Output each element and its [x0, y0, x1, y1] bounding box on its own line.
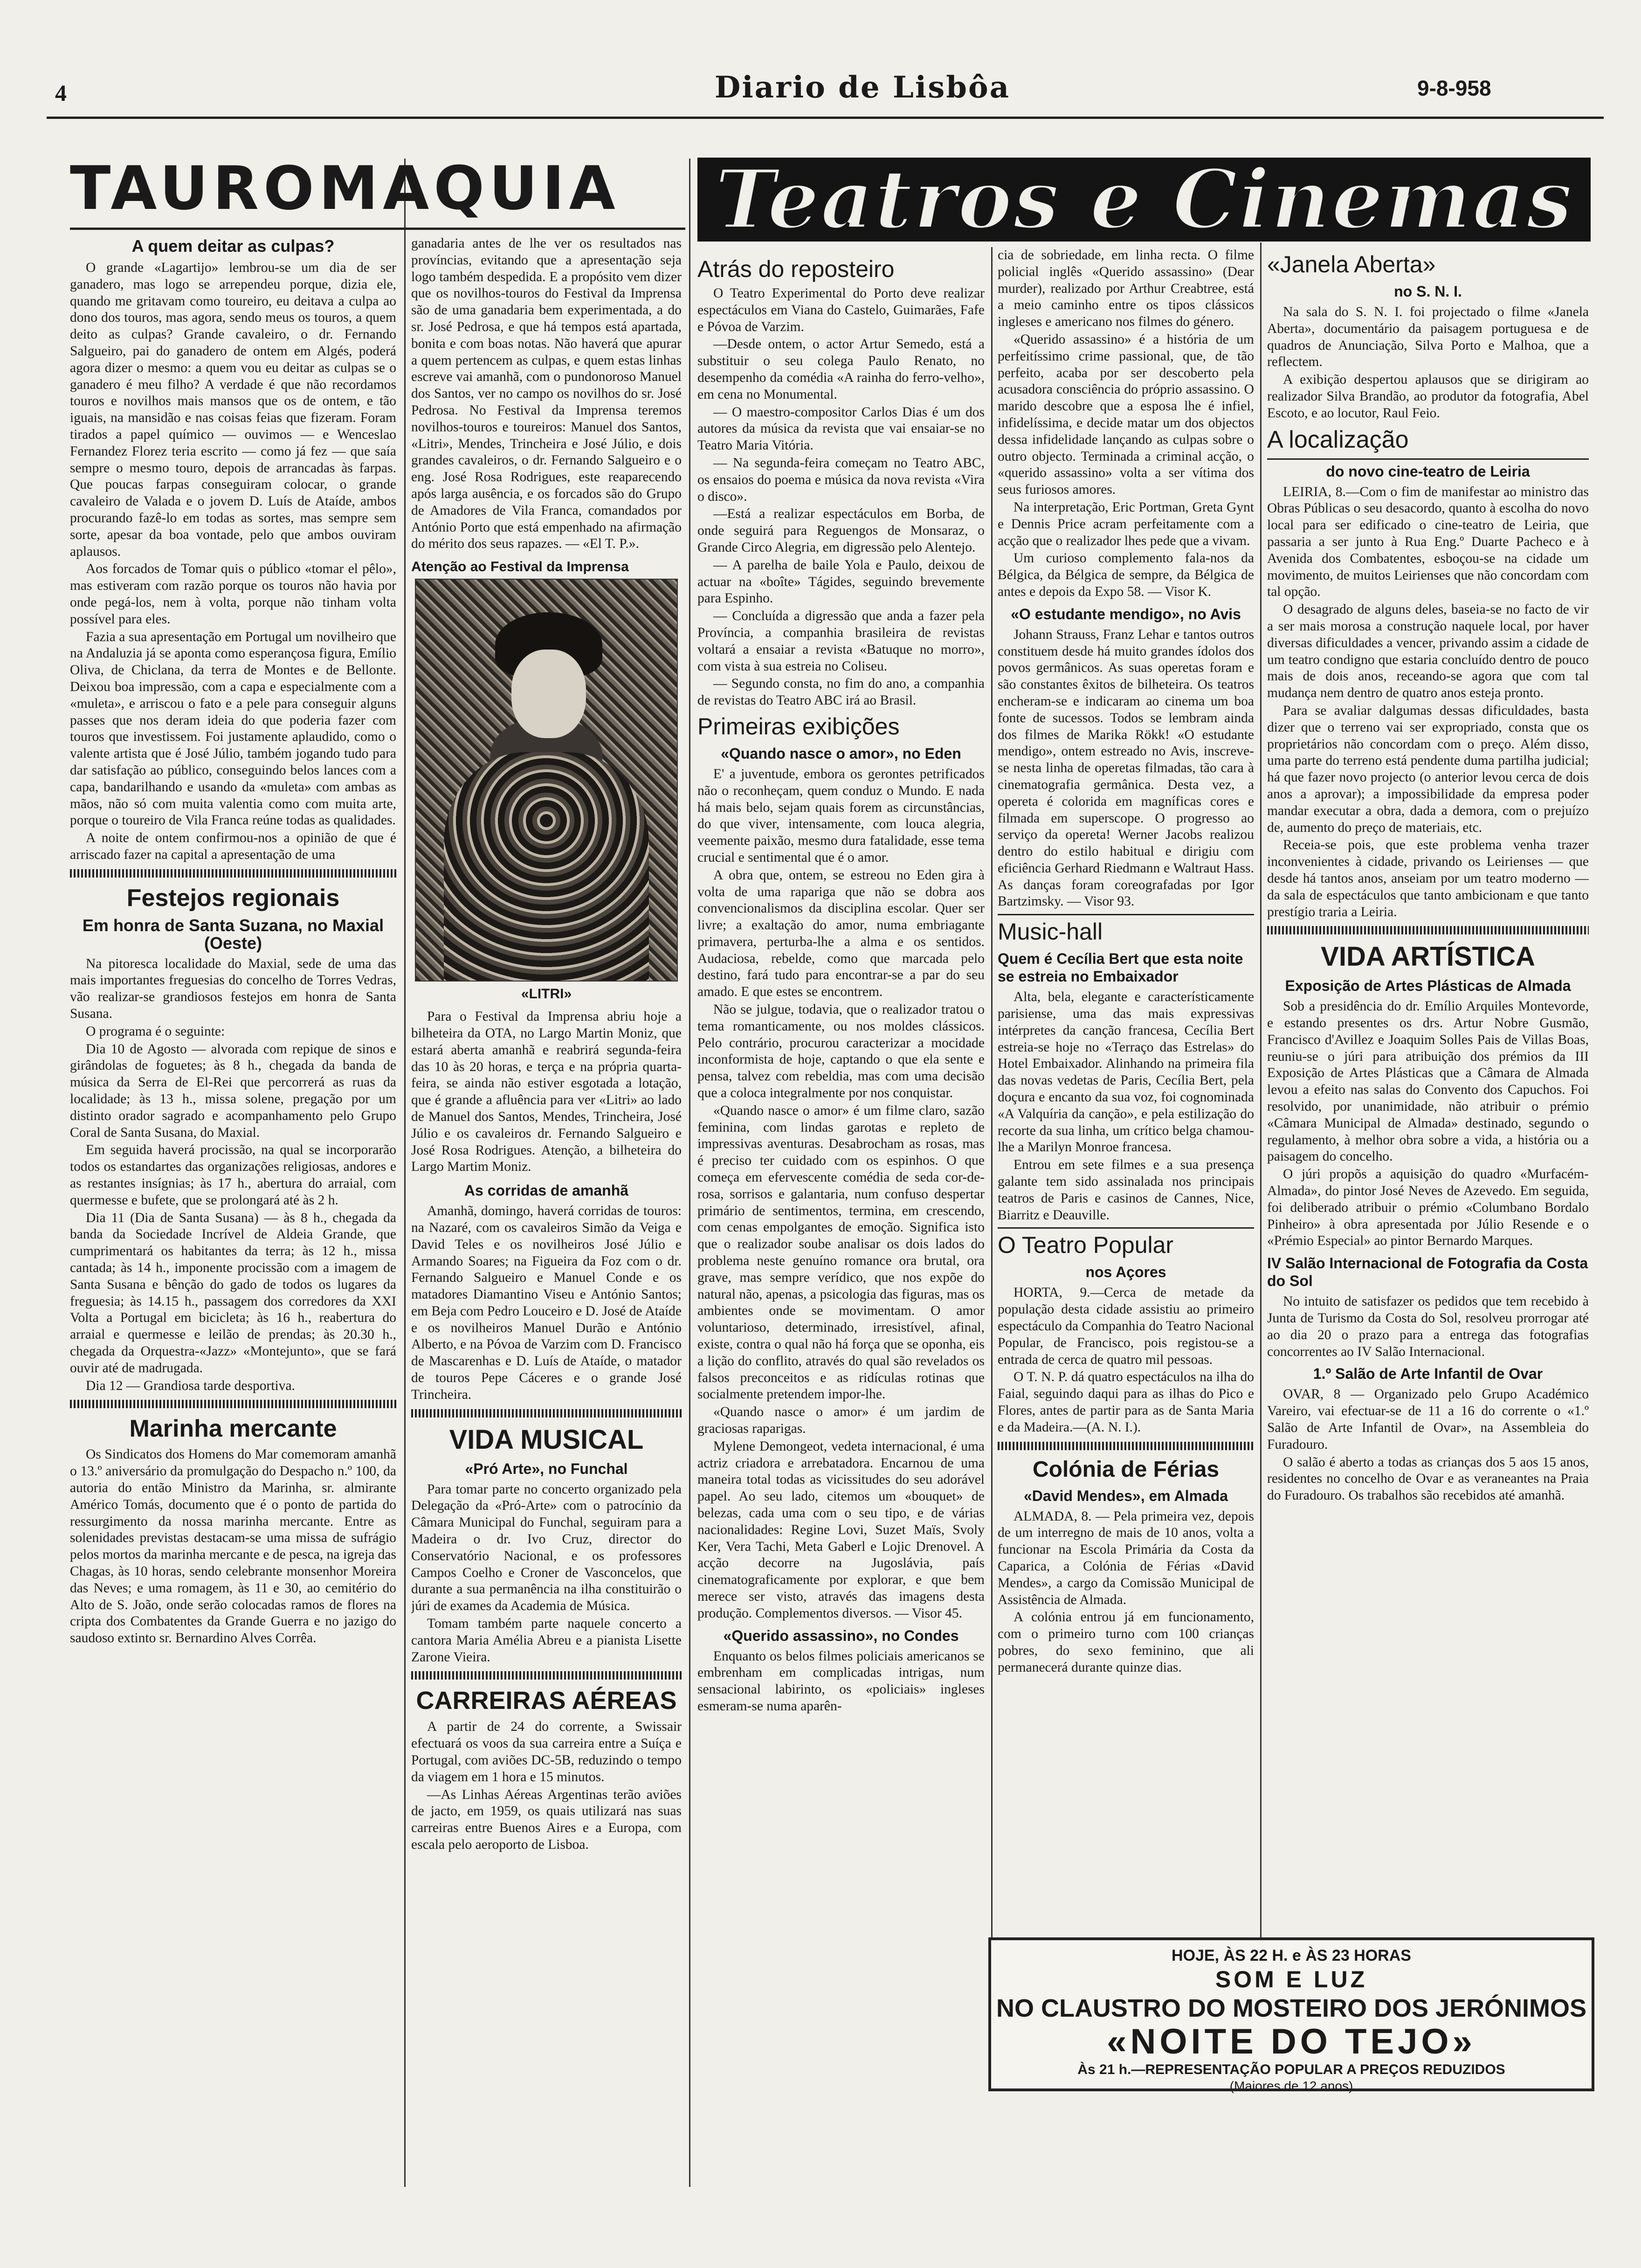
column-rule [1260, 242, 1262, 2075]
article-paragraph: O júri propõs a aquisição do quadro «Murfacém-Almada», do pintor José Neves de Azevedo. Em seguida, foi deliberado atribuir o prémio «Columbano Bordalo Pinheiro» à obra apresentada por Júlio Resende e o «Prémio Especial» ao pintor Bernardo Marques. [1267, 1167, 1589, 1249]
article-paragraph: A exibição despertou aplausos que se dirigiram ao realizador Silva Brandão, ao produtor da fotografia, Abel Escoto, e ao locutor, Raul Feio. [1267, 372, 1589, 421]
article-paragraph: Não se julgue, todavia, que o realizador tratou o tema romanticamente, ou nos moldes clássicos. Pelo contrário, procurou caracterizar a mocidade inconformista de hoje, captando o que ela sente e pensa, talvez com rebeldia, mas com uma decisão que a coloca integralmente por nos conquistar. [697, 1002, 985, 1101]
article-headline: Festejos regionais [126, 884, 340, 912]
photo-jacket [444, 752, 649, 981]
ad-show-name: «NOITE DO TEJO» [1107, 2022, 1476, 2061]
article-paragraph: «Quando nasce o amor» é um filme claro, sazão feminina, com lindas garotas e repleto de impressivas aventuras. Desabrocham as rosas, mas é preciso ter cuidado com os espinhos. O que começa em efervescente comédia de seda cor-de-rosa, sorrisos e galantaria, num confuso despertar primário de sentimentos, termina, em crescendo, com cenas empolgantes de emoção. Significa isto que o realizador soube analisar os dois lados do problema neste genuíno romance ora brutal, ora grave, mas sempre verídico, que nos expõe do natural não, apenas, a psicologia das figuras, mas os ambientes onde se movimentam. O amor voluntarioso, determinado, irresistível, afinal, existe, contra o qual não há força que se oponha, eis a lição do conflito, através do qual são revelados os falsos preconceitos e as ridículas rotinas que socialmente pretendem impor-lhe. [697, 1103, 985, 1402]
article-paragraph: — Concluída a digressão que anda a fazer pela Província, a companhia brasileira de revistas voltará a ensaiar a revista «Batuque no morro», com vista à sua estreia no Coliseu. [697, 608, 985, 674]
article-paragraph: ALMADA, 8. — Pela primeira vez, depois de um interregno de mais de 10 anos, volta a funcionar na Escola Primária da Costa da Caparica, a Colónia de Férias «David Mendes», a cargo da Comissão Municipal de Assistência de Almada. [998, 1508, 1254, 1607]
article-paragraph: Receia-se pois, que este problema venha trazer inconvenientes à cidade, privando os Leirienses — que desde há tantos anos, anseiam por um teatro moderno — da sala de espectáculos que tanto ambicionam e que tanto prestígio traria a Leiria. [1267, 837, 1589, 920]
section-divider [998, 1442, 1254, 1450]
article-paragraph: HORTA, 9.—Cerca de metade da população desta cidade assistiu ao primeiro espectáculo da Companhia do Teatro Nacional Popular, de Francisco, pois registou-se a entrada de cerca de quatro mil pessoas. [998, 1285, 1254, 1367]
article-headline: O Teatro Popular [998, 1227, 1254, 1258]
page-number: 4 [55, 80, 67, 106]
photo-caption: «LITRI» [521, 986, 572, 1002]
article-paragraph: Dia 11 (Dia de Santa Susana) — às 8 h., chegada da banda da Sociedade Incrível de Aldeia Grande, que cumprimentará os habitantes da terra; às 12 h., missa cantada; às 14 h., imponente procissão com a imagem de Santa Susana e bênção do gado de todos os lugares da freguesia; às 14.15 h., passagem dos corredores da XXI Volta a Portugal em bicicleta; às 16 h., reabertura do arraial e quermesse e leilão de prendas; às 20.30 h., chegada da Orquestra-«Jazz» «Montejunto», que se fará ouvir até de madrugada. [70, 1210, 396, 1376]
article-headline: Primeiras exibições [697, 713, 900, 740]
article-paragraph: Enquanto os belos filmes policiais americanos se embrenham em complicadas intrigas, num sensacional labirinto, os «policiais» ingleses esmeram-se numa aparên- [697, 1648, 985, 1714]
article-paragraph: Na sala do S. N. I. foi projectado o filme «Janela Aberta», documentário da paisagem portuguesa e de quadros de Anunciação, Silva Porto e Malhoa, que a reflectem. [1267, 304, 1589, 370]
article-paragraph: Em seguida haverá procissão, na qual se incorporarão todos os estandartes das organizações religiosas, andores e as restantes insígnias; às 17 h., abertura do arraial, com quermesse e bufete, que se prolongará até às 2 h. [70, 1142, 396, 1208]
article-subheadline: Quem é Cecília Bert que esta noite se estreia no Embaixador [998, 950, 1243, 985]
article-paragraph: A obra que, ontem, se estreou no Eden gira à volta de uma rapariga que não se dobra aos convencionalismos da disciplina escolar. Quer ser livre; a exaltação do amor, numa embriagante primavera, perturba-lhe a alma e os sentidos. Audaciosa, rebelde, como que marcada pelo destino, fará tudo para encontrar-se a par do seu amado. E que estes se encontrem. [697, 867, 985, 1000]
litri-photo [415, 579, 678, 982]
article-headline: VIDA ARTÍSTICA [1321, 941, 1535, 972]
article-subheadline: «Querido assassino», no Condes [723, 1627, 959, 1644]
article-paragraph: Dia 10 de Agosto — alvorada com repique de sinos e girândolas de foguetes; às 8 h., chegada da banda de música da Serra de El-Rei que percorrerá as ruas da localidade; às 13 h., missa solene, pregação por um distinto orador sagrado e acompanhamento pelo Grupo Coral de Santa Susana, do Maxial. [70, 1041, 396, 1140]
som-e-luz-advertisement [988, 1937, 1594, 2091]
tauromaquia-section-title: TAUROMAQUIA [70, 154, 620, 223]
column-rule [991, 247, 993, 2080]
article-paragraph: O programa é o seguinte: [86, 1023, 225, 1039]
column-5 [1267, 247, 1589, 1926]
column-rule [404, 159, 406, 2187]
article-subheadline: 1.º Salão de Arte Infantil de Ovar [1313, 1365, 1543, 1383]
article-subheadline: Exposição de Artes Plásticas de Almada [1285, 977, 1571, 995]
article-paragraph: Aos forcados de Tomar quis o público «tomar el pêlo», mas estiveram com razão porque os touros não havia por onde pegá-los, nem à volta, porque não tinham volta possível para eles. [70, 561, 396, 627]
article-paragraph: No intuito de satisfazer os pedidos que tem recebido à Junta de Turismo da Costa do Sol, resolveu prorrogar até ao dia 20 o prazo para a entrega das fotografias concorrentes ao IV Salão Internacional. [1267, 1294, 1589, 1359]
article-subheadline: no S. N. I. [1394, 283, 1462, 300]
article-paragraph: O desagrado de alguns deles, baseia-se no facto de vir a ser mais morosa a construção naquele local, por haver diversas dificuldades a vencer, privando assim a cidade de um teatro condigno que estaria concluído dentro de pouco mais de dois anos, receando-se agora que com tal mudança nem dentro de quatro anos esteja pronto. [1267, 602, 1589, 701]
article-paragraph: Na pitoresca localidade do Maxial, sede de uma das mais importantes freguesias do concelho de Torres Vedras, vão realizar-se grandiosos festejos em honra de Santa Susana. [70, 956, 396, 1022]
ad-venue: NO CLAUSTRO DO MOSTEIRO DOS JERÓNIMOS [996, 1994, 1587, 2022]
article-paragraph: ganadaria antes de lhe ver os resultados nas províncias, evitando que a apresentação seja logo também despedida. E a propósito vem dizer que os novilhos-touros do Festival da Imprensa são de uma ganadaria bem experimentada, a do sr. José Pedrosa, e que há tempos está apartada, bonita e com boas notas. Não haverá que apurar a quem pertencem as culpas, e quem estas linhas escreve vai amanhã, com o pundonoroso Manuel dos Santos, ver no campo os novilhos do sr. José Pedrosa. No Festival da Imprensa teremos novilhos-touros e toureiros: Manuel dos Santos, «Litri», Mendes, Trincheira e José Júlio, e dois grandes cavaleiros, o dr. Fernando Salgueiro e o eng. José Rosa Rodrigues, este reaparecendo após larga ausência, e os forcados são do Grupo de Amadores de Vila Franca, comandados por António Porto que está empenhado na afirmação do mérito dos seus rapazes. — «El T. P.». [411, 236, 682, 552]
header-rule [47, 117, 1604, 119]
page-date: 9-8-958 [1417, 76, 1491, 100]
article-paragraph: Sob a presidência do dr. Emílio Arquiles Montevorde, e estando presentes os drs. Artur Nobre Gusmão, Francisco d'Avillez e Joaquim Solles Pais de Villas Boas, reuniu-se o júri para atribuição dos prémios da III Exposição de Artes Plásticas que a Câmara de Almada levou a efeito nas salas do Convento dos Capuchos. Foi resolvido, por unanimidade, não atribuir o prémio «Câmara Municipal de Almada» destinado, segundo o regulamento, à melhor obra sobre a vida, a história ou a paisagem do concelho. [1267, 999, 1589, 1164]
article-paragraph: Um curioso complemento fala-nos da Bélgica, da Bélgica de sempre, da Bélgica de antes e depois da Expo 58. — Visor K. [998, 551, 1254, 599]
article-subheadline: nos Açores [1085, 1264, 1166, 1281]
newspaper-masthead: Diario de Lisbôa [714, 70, 1011, 105]
article-paragraph: Mylene Demongeot, vedeta internacional, é uma actriz criadora e arrebatadora. Encarnou de uma maneira total todas as vicissitudes do seu adorável papel. Ao seu lado, citemos um «bouquet» de belezas, cada uma com o seu tipo, e de várias nacionalidades: Regine Lovi, Suzet Maïs, Svoly Ker, Vera Tachi, Meta Gaberl e Lojic Drenovel. A acção decorre na Jugoslávia, país cinematograficamente por explorar, e que bem merece ser visto, através das imagens desta produção. Complementos diversos. — Visor 45. [697, 1438, 985, 1621]
article-paragraph: — O maestro-compositor Carlos Dias é um dos autores da música da revista que vai ensaiar-se no Teatro Maria Vitória. [697, 404, 985, 453]
article-subheadline: «David Mendes», em Almada [1023, 1487, 1228, 1504]
article-paragraph: cia de sobriedade, em linha recta. O filme policial inglês «Querido assassino» (Dear murder), realizado por Arthur Creabtree, está a meio caminho entre os tipos clássicos ingleses e americano nos filmes do género. [998, 248, 1254, 330]
photo-face [511, 650, 586, 738]
article-paragraph: Tomam também parte naquele concerto a cantora Maria Amélia Abreu e a pianista Lisette Zarone Vieira. [411, 1616, 682, 1665]
article-paragraph: — Segundo consta, no fim do ano, a companhia de revistas do Teatro ABC irá ao Brasil. [697, 676, 985, 708]
article-paragraph: Dia 12 — Grandiosa tarde desportiva. [86, 1378, 295, 1393]
article-headline: As corridas de amanhã [464, 1182, 629, 1199]
article-paragraph: —Desde ontem, o actor Artur Semedo, está a substituir o seu colega Paulo Renato, no desempenho da comédia «A rainha do ferro-velho», em cena no Monumental. [697, 337, 985, 402]
article-paragraph: Amanhã, domingo, haverá corridas de touros: na Nazaré, com os cavaleiros Simão da Veiga e David Teles e os novilheiros José Júlio e Armando Soares; na Figueira da Foz com o dr. Fernando Salgueiro e Manuel Conde e os matadores Diamantino Viseu e António Santos; em Beja com Pedro Louceiro e D. José de Ataíde e os novilheiros Manuel Durão e António Alberto, e na Póvoa de Varzim com D. Francisco de Mascarenhas e D. Luís de Ataíde, o matador de touros Pepe Cáceres e o grande José Trincheira. [411, 1203, 682, 1402]
article-subheadline: «O estudante mendigo», no Avis [1011, 605, 1241, 622]
ad-title: SOM E LUZ [1215, 1966, 1368, 1992]
article-headline: A quem deitar as culpas? [131, 236, 335, 256]
title-rule [70, 228, 685, 230]
article-headline: A localização [1267, 426, 1409, 453]
article-paragraph: Na interpretação, Eric Portman, Greta Gynt e Dennis Price acram perfeitamente com a acção que o realizador lhes pede que a vivam. [998, 499, 1254, 548]
article-paragraph: O grande «Lagartijo» lembrou-se um dia de ser ganadero, mas logo se arrependeu porque, dizia ele, quando me gritavam como toureiro, eu deitava a culpa ao dono dos touros, mas agora, sendo meus os touros, a quem deito as culpas? Grande cavaleiro, o dr. Fernando Salgueiro, pai do ganadero de ontem em Algés, poderá agora dizer o mesmo: a quem vou eu deitar as culpas se o ganadero é meu filho? A verdade é que não recordamos touros e novilhos mais mansos que os de ontem, e tão iguais, na mansidão e nas coisas feias que fizeram. Foram tirados a papel químico — ouvimos — e Wenceslao Fernandez Florez teria escrito — como já fez — que saía sempre o mesmo touro, depois de arrancadas às farpas. Que poucas farpas conseguiram colocar, o grande cavaleiro de Valada e o jovem D. Luís de Ataíde, ambos procurando fazê-lo em todas as sortes, mas sempre sem sorte, apesar da boa vontade, pelo que ambos ouviram aplausos. [70, 260, 396, 559]
article-paragraph: E' a juventude, embora os gerontes petrificados não o reconheçam, quem conduz o Mundo. E nada há mais belo, sejam quais forem as circunstâncias, do que viver, intensamente, com louca alegria, veemente paixão, mesmo dura fatalidade, esse tema crucial e sentimental que é o amor. [697, 766, 985, 865]
banner-title: Teatros e Cinemas [714, 158, 1574, 242]
article-subheadline: «Quando nasce o amor», no Eden [721, 745, 961, 762]
article-headline: VIDA MUSICAL [449, 1424, 644, 1455]
article-paragraph: A colónia entrou já em funcionamento, com o primeiro turno com 100 crianças pobres, do sexo feminino, que ali permanecerá durante quinze dias. [998, 1610, 1254, 1675]
article-paragraph: Os Sindicatos dos Homens do Mar comemoram amanhã o 13.º aniversário da promulgação do Despacho n.º 100, da autoria do então Ministro da Marinha, sr. almirante Américo Tomás, documento que é o ponto de partida do ressurgimento da nossa marinha mercante. Entre as solenidades previstas destacam-se uma missa de sufrágio pelos mortos da marinha mercante e de pesca, na igreja das Chagas, às 10 horas, sendo celebrante monsenhor Moreira das Neves; e uma romagem, às 11 e 30, ao cemitério do Alto de S. João, onde serão colocadas ramos de flores na cripta dos Combatentes da Grande Guerra e no jazigo do saudoso extinto sr. Bernardino Alves Corrêa. [70, 1447, 396, 1646]
column-4 [998, 247, 1254, 2075]
article-paragraph: Alta, bela, elegante e característicamente parisiense, uma das mais expressivas intérpretes da canção francesa, Cecília Bert estreia-se hoje no «Terraço das Estrelas» do Hotel Embaixador. Alinhando na primeira fila das novas vedetas de Paris, Cecília Bert, pela doçura e encanto da sua voz, foi cognominada «A Valquíria da canção», e pela estilização do recorte da sua linha, um crítico belga chamou-lhe a Marilyn Monroe francesa. [998, 989, 1254, 1155]
article-paragraph: Entrou em sete filmes e a sua presença galante tem sido assinalada nos principais teatros de Paris e casinos de Cannes, Nice, Biarritz e Deauville. [998, 1157, 1254, 1223]
article-paragraph: O salão é aberto a todas as crianças dos 5 aos 15 anos, residentes no concelho de Ovar e as veraneantes na Praia do Furadouro. Os trabalhos são recebidos até amanhã. [1267, 1454, 1589, 1503]
ad-popular-session: Às 21 h.—REPRESENTAÇÃO POPULAR A PREÇOS REDUZIDOS [1077, 2062, 1505, 2077]
section-divider [70, 1400, 396, 1408]
section-divider [1267, 926, 1589, 934]
article-headline: Atrás do reposteiro [697, 256, 895, 282]
article-paragraph: O Teatro Experimental do Porto deve realizar espectáculos em Viana do Castelo, Guimarães, Fafe e Póvoa de Varzim. [697, 286, 985, 334]
article-subheadline: «Pró Arte», no Funchal [465, 1460, 628, 1477]
article-headline: Marinha mercante [129, 1415, 337, 1443]
section-divider [70, 869, 396, 878]
article-paragraph: OVAR, 8 — Organizado pelo Grupo Académico Vareiro, vai efectuar-se de 11 a 16 do corrente o «1.º Salão de Arte Infantil de Ovar», na Assembleia do Furadouro. [1267, 1387, 1589, 1452]
article-headline: Atenção ao Festival da Imprensa [411, 559, 629, 575]
column-1 [70, 235, 396, 2180]
article-paragraph: — A parelha de baile Yola e Paulo, deixou de actuar na «boîte» Tágides, seguindo brevemente para Espinho. [697, 557, 985, 606]
column-rule [689, 159, 690, 2187]
article-paragraph: Johann Strauss, Franz Lehar e tantos outros constituem desde há muito grandes ídolos dos povos germânicos. As suas operetas foram e são constantes êxitos de bilheteira. Os teatros encheram-se e indicaram ao cinema um boa fonte de sucessos. Todos se lembram ainda dos filmes de Marika Rökk! «O estudante mendigo», ontem estreado no Avis, inscreve-se nesta linha de operetas filmadas, tão cara à cinematografia germânica. Desta vez, a opereta é colorida em magníficas cores e filmada em superscope. O progresso ao serviço da opereta! Werner Jacobs realizou dentro do estilo habitual e dirigiu com eficiência Gerhard Riedmann e Waltraut Hass. As danças foram coreografadas por Igor Bartzimsky. — Visor 93. [998, 627, 1254, 909]
article-paragraph: Para se avaliar dalgumas dessas dificuldades, basta dizer que o terreno vai ser expropriado, consta que os proprietários não concordam com o preço. Além disso, uma parte do terreno está pendente duma partilha judicial; há que fazer novo projecto (o anterior levou cerca de dois anos a aprovar); a impossibilidade da empresa poder mandar executar a obra, dada a demora, com o prejuízo de, aumento do preço de materiais, etc. [1267, 703, 1589, 835]
section-divider [411, 1409, 682, 1418]
article-paragraph: A noite de ontem confirmou-nos a opinião de que é arriscado fazer na capital a apresentação de uma [70, 830, 396, 862]
article-headline: Music-hall [998, 914, 1254, 945]
article-subheadline: do novo cine-teatro de Leiria [1267, 458, 1589, 480]
section-divider [411, 1671, 682, 1680]
ad-age-restriction: (Maiores de 12 anos) [1229, 2079, 1353, 2093]
article-subheadline: Em honra de Santa Suzana, no Maxial (Oeste) [82, 915, 384, 953]
column-3 [697, 252, 985, 2173]
article-paragraph: «Quando nasce o amor» é um jardim de graciosas raparigas. [697, 1404, 985, 1436]
article-headline: CARREIRAS AÉREAS [416, 1687, 677, 1715]
column-2 [411, 235, 682, 2180]
article-paragraph: Para o Festival da Imprensa abriu hoje a bilheteira da OTA, no Largo Martin Moniz, que estará aberta amanhã e reabrirá segunda-feira das 10 às 20 horas, e terça e na própria quarta-feira, se ainda não estiver esgotada a lotação, que é grande a afluência para ver «Litri» ao lado de Manuel dos Santos, Mendes, Trincheira, José Júlio e os cavaleiros dr. Fernando Salgueiro e José Rosa Rodrigues. Atenção, a bilheteira do Largo Martim Moniz. [411, 1009, 682, 1175]
article-paragraph: LEIRIA, 8.—Com o fim de manifestar ao ministro das Obras Públicas o seu desacordo, quanto à escolha do novo local para ser edificado o cine-teatro de Leiria, que passaria a ser junto à Rua Eng.º Duarte Pacheco e à Avenida dos Combatentes, esboçou-se na cidade um movimento, de muitos Leirienses que não concordam com tal opção. [1267, 484, 1589, 600]
article-headline: Colónia de Férias [1032, 1457, 1220, 1482]
article-paragraph: A partir de 24 do corrente, a Swissair efectuará os voos da sua carreira entre a Suíça e Portugal, com aviões DC-5B, reduzindo o tempo da viagem em 1 hora e 15 minutos. [411, 1719, 682, 1784]
article-paragraph: — Na segunda-feira começam no Teatro ABC, os ensaios do poema e música da nova revista «Vira o disco». [697, 455, 985, 504]
article-paragraph: —Está a realizar espectáculos em Borba, de onde seguirá para Reguengos de Monsaraz, o Grande Circo Alegria, em digressão pelo Alentejo. [697, 506, 985, 555]
ad-schedule: HOJE, ÀS 22 H. e ÀS 23 HORAS [1172, 1947, 1411, 1964]
article-subheadline: IV Salão Internacional de Fotografia da Costa do Sol [1267, 1255, 1588, 1290]
article-headline: «Janela Aberta» [1267, 251, 1436, 277]
article-paragraph: Fazia a sua apresentação em Portugal um novilheiro que na Andaluzia já se aponta como esperançosa figura, Emílio Oliva, de Chiclana, da terra de Montes e de Bellonte. Deixou boa impressão, com a capa e especialmente com a «muleta», e arriscou o fato e a pele para conseguir alguns passes que nos deram ideia do que poderia fazer com touros que investissem. Foi justamente aplaudido, como o valente artista que é José Júlio, também jogando tudo para dar satisfação ao público, conseguindo belos lances com a capa, bandarilhando e usando da «muleta» com ambas as mãos, não só com muita valentia como com muita arte, porque o toureiro de Vila Franca reúne todas as qualidades. [70, 629, 396, 828]
article-paragraph: Para tomar parte no concerto organizado pela Delegação da «Pró-Arte» com o patrocínio da Câmara Municipal do Funchal, seguiram para a Madeira o dr. Ivo Cruz, director do Conservatório Nacional, e os professores Campos Coelho e Croner de Vasconcelos, que durante a sua permanência na ilha constituirão o júri de exames da Academia de Música. [411, 1481, 682, 1614]
article-paragraph: —As Linhas Aéreas Argentinas terão aviões de jacto, em 1959, os quais utilizará nas suas carreiras entre Buenos Aires e a Europa, com escala pelo aeroporto de Lisboa. [411, 1787, 682, 1853]
article-paragraph: «Querido assassino» é a história de um perfeitíssimo crime passional, que, de tão perfeito, acaba por ser descoberto pela acusadora consciência do próprio assassino. O marido descobre que a esposa lhe é infiel, infidelíssima, e decide matar um dos objectos dessa infidelidade lançando as culpas sobre o outro objecto. Terminada a criminal acção, o «querido assassino» volta a ser vítima dos seus furiosos amores. [998, 332, 1254, 498]
article-paragraph: O T. N. P. dá quatro espectáculos na ilha do Faial, seguindo daqui para as ilhas do Pico e Flores, antes de partir para as de Santa Maria e da Madeira.—(A. N. I.). [998, 1369, 1254, 1435]
teatros-cinemas-banner [697, 158, 1591, 242]
